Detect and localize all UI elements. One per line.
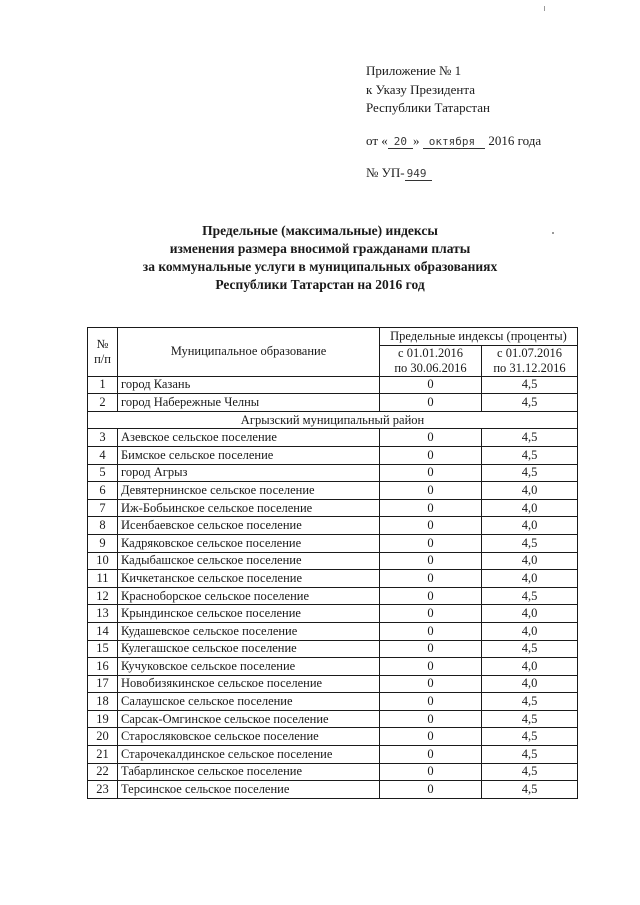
date-day: 20 — [388, 135, 413, 149]
scan-mark — [544, 6, 545, 11]
table-row — [88, 622, 578, 640]
district-row — [88, 411, 578, 429]
row-index-h1: 0 — [380, 517, 482, 535]
row-index-h2: 4,0 — [482, 517, 578, 535]
row-index-h2: 4,0 — [482, 675, 578, 693]
row-number: 21 — [88, 746, 118, 764]
row-index-h1: 0 — [380, 675, 482, 693]
row-number: 19 — [88, 710, 118, 728]
attachment-line-2: к Указу Президента — [366, 81, 475, 97]
table-row — [88, 746, 578, 764]
row-municipality: Исенбаевское сельское поселение — [118, 517, 380, 535]
row-number: 16 — [88, 658, 118, 676]
row-number: 2 — [88, 394, 118, 412]
table-row — [88, 534, 578, 552]
number-prefix: № УП- — [366, 165, 405, 180]
row-municipality: Крындинское сельское поселение — [118, 605, 380, 623]
row-index-h1: 0 — [380, 570, 482, 588]
row-index-h2: 4,0 — [482, 658, 578, 676]
row-index-h1: 0 — [380, 376, 482, 394]
row-index-h1: 0 — [380, 552, 482, 570]
row-number: 20 — [88, 728, 118, 746]
row-number: 7 — [88, 499, 118, 517]
table-header-row-1 — [88, 328, 578, 346]
table-row — [88, 587, 578, 605]
row-index-h2: 4,0 — [482, 605, 578, 623]
title-line-1: Предельные (максимальные) индексы — [202, 223, 438, 238]
row-index-h2: 4,5 — [482, 781, 578, 799]
table-row — [88, 640, 578, 658]
row-index-h1: 0 — [380, 658, 482, 676]
table-row — [88, 763, 578, 781]
row-number: 1 — [88, 376, 118, 394]
row-number: 23 — [88, 781, 118, 799]
table-row — [88, 658, 578, 676]
row-index-h2: 4,5 — [482, 376, 578, 394]
row-index-h2: 4,0 — [482, 622, 578, 640]
row-index-h1: 0 — [380, 394, 482, 412]
row-municipality: Салаушское сельское поселение — [118, 693, 380, 711]
number-value: 949 — [405, 167, 433, 181]
row-municipality: город Набережные Челны — [118, 394, 380, 412]
table-row — [88, 517, 578, 535]
row-index-h2: 4,5 — [482, 446, 578, 464]
attachment-line-3: Республики Татарстан — [366, 100, 490, 115]
title-line-2: изменения размера вносимой гражданами платы — [169, 241, 471, 256]
date-prefix: от « — [366, 132, 388, 148]
row-index-h2: 4,0 — [482, 482, 578, 500]
table-row — [88, 464, 578, 482]
date-month: октября — [423, 135, 485, 149]
row-index-h1: 0 — [380, 622, 482, 640]
row-index-h2: 4,5 — [482, 746, 578, 764]
table-row — [88, 552, 578, 570]
district-name: Агрызский муниципальный район — [88, 411, 578, 429]
row-municipality: Кудашевское сельское поселение — [118, 622, 380, 640]
row-number: 9 — [88, 534, 118, 552]
row-index-h2: 4,0 — [482, 570, 578, 588]
header-indices: Предельные индексы (проценты) — [380, 328, 578, 346]
header-num: № п/п — [88, 328, 118, 377]
row-index-h2: 4,5 — [482, 429, 578, 447]
row-municipality: Новобизякинское сельское поселение — [118, 675, 380, 693]
row-index-h2: 4,5 — [482, 394, 578, 412]
row-number: 8 — [88, 517, 118, 535]
row-number: 6 — [88, 482, 118, 500]
row-number: 22 — [88, 763, 118, 781]
header-municipality: Муниципальное образование — [118, 328, 380, 377]
row-index-h1: 0 — [380, 446, 482, 464]
row-index-h2: 4,5 — [482, 534, 578, 552]
decree-date — [366, 132, 541, 152]
row-municipality: Кадряковское сельское поселение — [118, 534, 380, 552]
date-year: 2016 года — [488, 132, 542, 148]
table-row — [88, 376, 578, 394]
table-row — [88, 429, 578, 447]
row-index-h2: 4,5 — [482, 464, 578, 482]
row-municipality: Девятернинское сельское поселение — [118, 482, 380, 500]
table-row — [88, 482, 578, 500]
row-number: 15 — [88, 640, 118, 658]
table-row — [88, 781, 578, 799]
row-number: 11 — [88, 570, 118, 588]
row-municipality: Азевское сельское поселение — [118, 429, 380, 447]
row-municipality: город Агрыз — [118, 464, 380, 482]
row-index-h1: 0 — [380, 763, 482, 781]
row-index-h1: 0 — [380, 710, 482, 728]
row-number: 13 — [88, 605, 118, 623]
row-index-h1: 0 — [380, 728, 482, 746]
row-number: 12 — [88, 587, 118, 605]
row-index-h1: 0 — [380, 499, 482, 517]
row-index-h1: 0 — [380, 482, 482, 500]
row-index-h1: 0 — [380, 605, 482, 623]
table-row — [88, 675, 578, 693]
title-line-3: за коммунальные услуги в муниципальных образованиях — [142, 259, 498, 274]
document-title — [60, 222, 580, 294]
row-municipality: Кулегашское сельское поселение — [118, 640, 380, 658]
row-index-h2: 4,5 — [482, 728, 578, 746]
table-row — [88, 446, 578, 464]
row-index-h2: 4,5 — [482, 763, 578, 781]
row-number: 3 — [88, 429, 118, 447]
table-row — [88, 693, 578, 711]
row-municipality: Табарлинское сельское поселение — [118, 763, 380, 781]
table-body-cities — [88, 376, 578, 411]
row-number: 4 — [88, 446, 118, 464]
row-index-h1: 0 — [380, 746, 482, 764]
row-municipality: город Казань — [118, 376, 380, 394]
row-municipality: Старосляковское сельское поселение — [118, 728, 380, 746]
row-index-h1: 0 — [380, 693, 482, 711]
row-index-h2: 4,5 — [482, 587, 578, 605]
table-row — [88, 499, 578, 517]
date-mid: » — [413, 132, 420, 148]
row-number: 14 — [88, 622, 118, 640]
table-row — [88, 728, 578, 746]
row-index-h1: 0 — [380, 640, 482, 658]
row-index-h2: 4,5 — [482, 640, 578, 658]
row-number: 5 — [88, 464, 118, 482]
row-municipality: Кучуковское сельское поселение — [118, 658, 380, 676]
row-index-h1: 0 — [380, 429, 482, 447]
table-row — [88, 570, 578, 588]
row-municipality: Сарсак-Омгинское сельское поселение — [118, 710, 380, 728]
row-municipality: Красноборское сельское поселение — [118, 587, 380, 605]
row-number: 10 — [88, 552, 118, 570]
row-municipality: Бимское сельское поселение — [118, 446, 380, 464]
row-index-h2: 4,0 — [482, 499, 578, 517]
row-index-h1: 0 — [380, 464, 482, 482]
table-row — [88, 394, 578, 412]
scan-mark — [552, 232, 554, 234]
header-period-2: с 01.07.2016 по 31.12.2016 — [482, 345, 578, 376]
row-index-h1: 0 — [380, 781, 482, 799]
row-index-h2: 4,5 — [482, 710, 578, 728]
row-municipality: Кичкетанское сельское поселение — [118, 570, 380, 588]
attachment-line-1: Приложение № 1 — [366, 63, 462, 78]
row-index-h2: 4,0 — [482, 552, 578, 570]
row-number: 18 — [88, 693, 118, 711]
row-municipality: Кадыбашское сельское поселение — [118, 552, 380, 570]
table-row — [88, 710, 578, 728]
table-body-settlements — [88, 429, 578, 798]
row-municipality: Старочекалдинское сельское поселение — [118, 746, 380, 764]
title-line-4: Республики Татарстан на 2016 год — [215, 277, 425, 292]
row-municipality: Терсинское сельское поселение — [118, 781, 380, 799]
row-index-h1: 0 — [380, 534, 482, 552]
header-period-1: с 01.01.2016 по 30.06.2016 — [380, 345, 482, 376]
row-index-h1: 0 — [380, 587, 482, 605]
table-row — [88, 605, 578, 623]
row-municipality: Иж-Бобьинское сельское поселение — [118, 499, 380, 517]
row-index-h2: 4,5 — [482, 693, 578, 711]
indices-table — [87, 327, 578, 799]
row-number: 17 — [88, 675, 118, 693]
attachment-block — [366, 62, 541, 184]
decree-number — [366, 164, 541, 184]
